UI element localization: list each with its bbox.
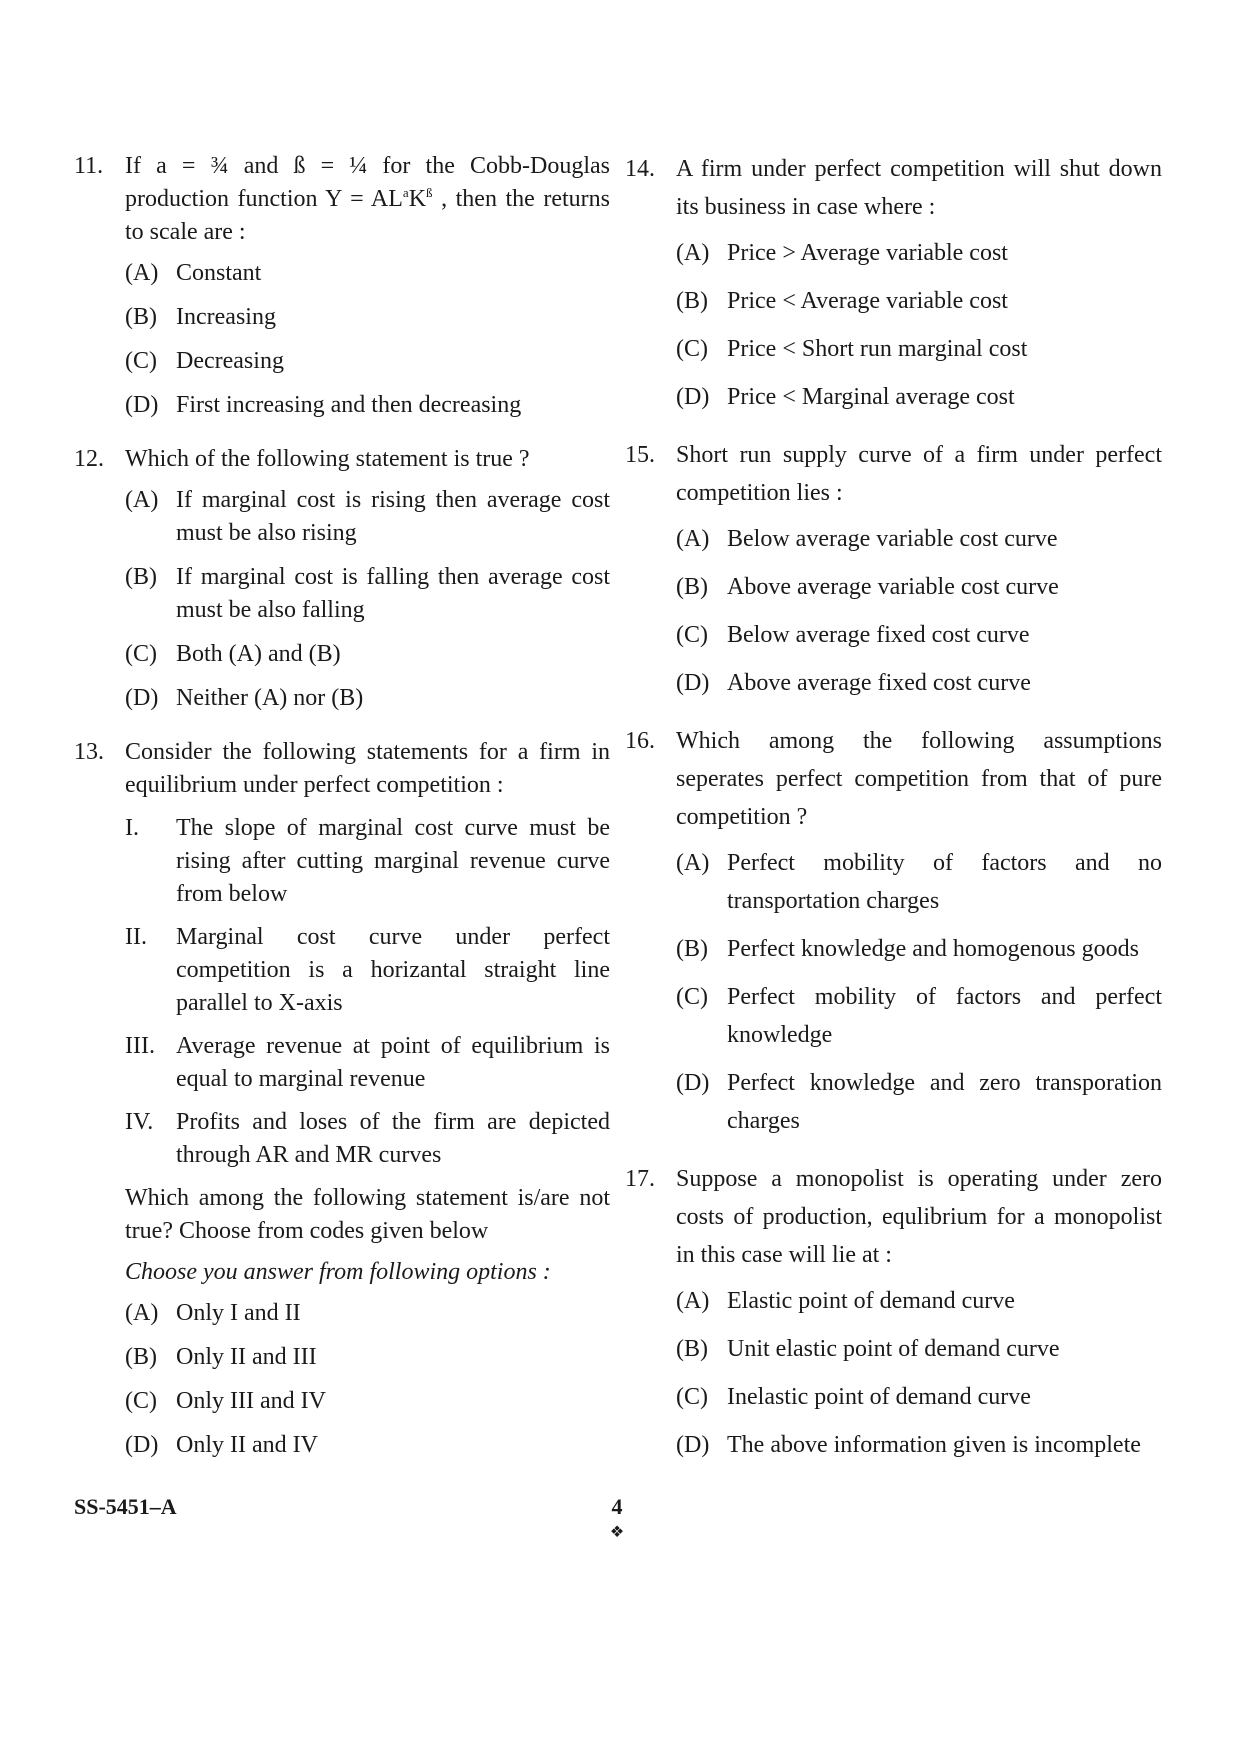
question-text: Consider the following statements for a firm in equilibrium under perfect competition :: [125, 739, 610, 798]
question-number: 16.: [625, 728, 655, 754]
option-a: (A) Only I and II: [125, 1300, 301, 1326]
options-list: [676, 844, 1162, 1140]
paper-code: SS-5451–A: [74, 1494, 177, 1519]
question-number: 12.: [74, 446, 104, 472]
option-a: (A) Perfect mobility of factors and no transportation charges: [676, 850, 1162, 914]
question-text: Which among the following assumptions seperates perfect competition from that of pure competition ?: [676, 728, 1162, 830]
option-d: (D) Above average fixed cost curve: [676, 670, 1031, 696]
options-list: [125, 484, 610, 715]
statement-3: III. Average revenue at point of equilibrium is equal to marginal revenue: [125, 1033, 610, 1092]
options-list: [676, 520, 1162, 702]
question-13: [74, 736, 610, 1473]
left-column: [74, 150, 610, 1483]
options-list: [676, 1282, 1162, 1464]
question-number: 15.: [625, 442, 655, 468]
question-14: [625, 150, 1162, 426]
question-number: 11.: [74, 153, 104, 179]
question-17: [625, 1160, 1162, 1474]
question-text: A firm under perfect competition will shut down its business in case where :: [676, 156, 1162, 220]
question-text: If a = ¾ and ß = ¼ for the Cobb-Douglas production function $Y = AL^aK^ß$ , then the returns to scale are :: [125, 153, 610, 245]
option-a: (A) Constant: [125, 260, 262, 286]
option-b: (B) If marginal cost is falling then average cost must be also falling: [125, 564, 610, 623]
question-number: 13.: [74, 739, 104, 765]
question-16: [625, 722, 1162, 1150]
option-d: (D) Neither (A) nor (B): [125, 685, 364, 711]
question-text: Which of the following statement is true ?: [125, 446, 530, 472]
option-c: (C) Both (A) and (B): [125, 641, 341, 667]
option-a: (A) Elastic point of demand curve: [676, 1288, 1015, 1314]
option-c: (C) Perfect mobility of factors and perfect knowledge: [676, 984, 1162, 1048]
question-instruction: Which among the following statement is/are not true? Choose from codes given below: [125, 1185, 610, 1244]
option-b: (B) Price < Average variable cost: [676, 288, 1008, 314]
option-d: (D) Price < Marginal average cost: [676, 384, 1015, 410]
option-d: (D) Perfect knowledge and zero transporation charges: [676, 1070, 1162, 1134]
question-number: 14.: [625, 156, 655, 182]
question-text: Short run supply curve of a firm under perfect competition lies :: [676, 442, 1162, 506]
statement-1: I. The slope of marginal cost curve must be rising after cutting marginal revenue curve from below: [125, 815, 610, 907]
option-c: (C) Price < Short run marginal cost: [676, 336, 1028, 362]
answer-instruction: Choose you answer from following options :: [125, 1259, 551, 1285]
statements-list: [125, 812, 610, 1172]
ornament-icon: ❖: [609, 1524, 625, 1541]
option-b: (B) Only II and III: [125, 1344, 317, 1370]
option-a: (A) If marginal cost is rising then average cost must be also rising: [125, 487, 610, 546]
page-number: 4: [611, 1494, 623, 1519]
option-c: (C) Only III and IV: [125, 1388, 326, 1414]
question-number: 17.: [625, 1166, 655, 1192]
option-a: (A) Below average variable cost curve: [676, 526, 1058, 552]
right-column: [625, 150, 1162, 1484]
option-c: (C) Below average fixed cost curve: [676, 622, 1030, 648]
option-d: (D) The above information given is incomplete: [676, 1432, 1141, 1458]
options-list: [676, 234, 1162, 416]
option-d: (D) Only II and IV: [125, 1432, 318, 1458]
question-12: [74, 443, 610, 726]
statement-2: II. Marginal cost curve under perfect competition is a horizantal straight line parallel to X-axis: [125, 924, 610, 1016]
option-d: (D) First increasing and then decreasing: [125, 392, 522, 418]
option-a: (A) Price > Average variable cost: [676, 240, 1008, 266]
question-text: Suppose a monopolist is operating under zero costs of production, equlibrium for a monopolist in this case will lie at :: [676, 1166, 1162, 1268]
option-c: (C) Decreasing: [125, 348, 284, 374]
option-b: (B) Perfect knowledge and homogenous goods: [676, 936, 1139, 962]
option-b: (B) Above average variable cost curve: [676, 574, 1059, 600]
question-11: [74, 150, 610, 433]
option-b: (B) Increasing: [125, 304, 276, 330]
option-c: (C) Inelastic point of demand curve: [676, 1384, 1031, 1410]
options-list: [125, 257, 610, 422]
statement-4: IV. Profits and loses of the firm are depicted through AR and MR curves: [125, 1109, 610, 1168]
option-b: (B) Unit elastic point of demand curve: [676, 1336, 1060, 1362]
question-15: [625, 436, 1162, 712]
options-list: [125, 1297, 610, 1462]
